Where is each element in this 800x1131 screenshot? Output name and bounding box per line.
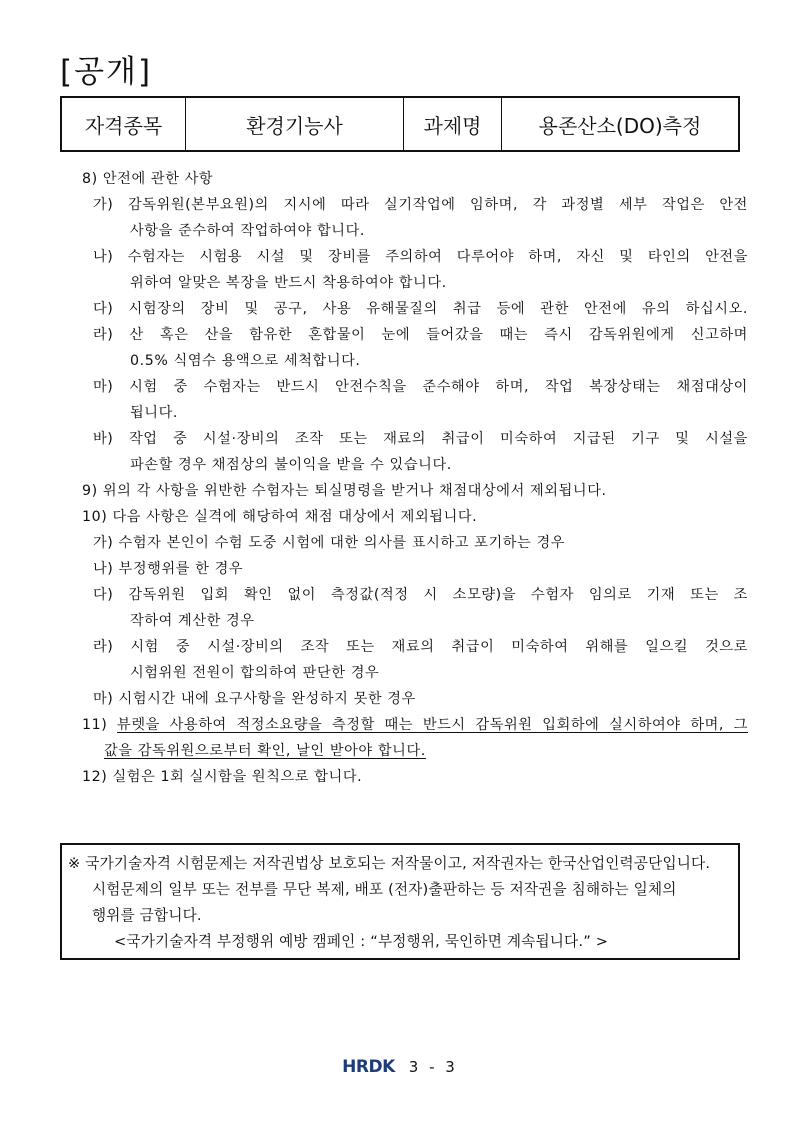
page-number: 3 - 3 bbox=[408, 1058, 458, 1076]
notice-line: 시험문제의 일부 또는 전부를 무단 복제, 배포 (전자)출판하는 등 저작권을 침해하는 일체의 bbox=[92, 881, 677, 898]
instruction-line: 나) 수험자는 시험용 시설 및 장비를 주의하여 다루어야 하며, 자신 및 타인의 안전을 bbox=[93, 249, 748, 265]
instruction-line: 작하여 계산한 경우 bbox=[130, 613, 255, 629]
instruction-line: 마) 시험 중 수험자는 반드시 안전수칙을 준수해야 하며, 작업 복장상태는 채점대상이 bbox=[93, 379, 748, 395]
instruction-line bbox=[82, 712, 748, 738]
qualification-label: 자격종목 bbox=[62, 98, 186, 150]
instruction-line: 마) 시험시간 내에 요구사항을 완성하지 못한 경우 bbox=[93, 691, 416, 707]
qualification-value: 환경기능사 bbox=[186, 98, 404, 150]
instruction-line: 시험위원 전원이 합의하여 판단한 경우 bbox=[130, 665, 380, 681]
notice-line: ※ 국가기술자격 시험문제는 저작권법상 보호되는 저작물이고, 저작권자는 한국산업인력공단입니다. bbox=[68, 855, 711, 872]
page-footer bbox=[0, 1054, 800, 1080]
exam-header-table bbox=[60, 96, 740, 152]
instruction-line: 가) 감독위원(본부요원)의 지시에 따라 실기작업에 임하며, 각 과정별 세부 작업은 안전 bbox=[93, 197, 748, 213]
campaign-line: <국가기술자격 부정행위 예방 캠페인 : “부정행위, 묵인하면 계속됩니다.” > bbox=[114, 933, 609, 950]
instruction-line: 위하여 알맞은 복장을 반드시 착용하여야 합니다. bbox=[130, 275, 447, 291]
instruction-line: 12) 실험은 1회 실시함을 원칙으로 합니다. bbox=[82, 769, 363, 785]
instructions-body bbox=[82, 166, 748, 790]
copyright-notice bbox=[60, 843, 740, 960]
instruction-line: 나) 부정행위를 한 경우 bbox=[93, 561, 244, 577]
instruction-line: 다) 시험장의 장비 및 공구, 사용 유해물질의 취급 등에 관한 안전에 유의 하십시오. bbox=[93, 301, 748, 317]
instruction-line: 다) 감독위원 입회 확인 없이 측정값(적정 시 소모량)을 수험자 임의로 기재 또는 조 bbox=[93, 587, 748, 603]
task-value: 용존산소(DO)측정 bbox=[538, 113, 702, 138]
instruction-line: 바) 작업 중 시설·장비의 조작 또는 재료의 취급이 미숙하여 지급된 기구 및 시설을 bbox=[93, 431, 748, 447]
instruction-line: 라) 산 혹은 산을 함유한 혼합물이 눈에 들어갔을 때는 즉시 감독위원에게 신고하며 bbox=[93, 327, 748, 343]
instruction-line: 라) 시험 중 시설·장비의 조작 또는 재료의 취급이 미숙하여 위해를 일으킬 것으로 bbox=[93, 639, 748, 655]
line-prefix: 11) bbox=[82, 717, 118, 733]
instruction-line: 파손할 경우 채점상의 불이익을 받을 수 있습니다. bbox=[130, 457, 452, 473]
instruction-line: 9) 위의 각 사항을 위반한 수험자는 퇴실명령을 받거나 채점대상에서 제외됩니다. bbox=[82, 483, 607, 499]
hrdk-logo: HRDK bbox=[342, 1057, 395, 1077]
instruction-line: 사항을 준수하여 작업하여야 합니다. bbox=[130, 223, 366, 239]
underlined-text: 뷰렛을 사용하여 적정소요량을 측정할 때는 반드시 감독위원 입회하에 실시하여야 하며, 그 bbox=[117, 717, 749, 733]
instruction-line: 가) 수험자 본인이 수험 도중 시험에 대한 의사를 표시하고 포기하는 경우 bbox=[93, 535, 566, 551]
instruction-line: 됩니다. bbox=[130, 405, 179, 421]
notice-line: 행위를 금합니다. bbox=[92, 907, 202, 924]
instruction-line bbox=[82, 738, 748, 764]
instruction-line: 10) 다음 사항은 실격에 해당하여 채점 대상에서 제외됩니다. bbox=[82, 509, 478, 525]
disclosure-label: [공개] bbox=[60, 54, 153, 90]
instruction-line: 0.5% 식염수 용액으로 세척합니다. bbox=[130, 353, 361, 369]
task-label: 과제명 bbox=[404, 98, 502, 150]
instruction-line: 8) 안전에 관한 사항 bbox=[82, 171, 214, 187]
underlined-text: 값을 감독위원으로부터 확인, 날인 받아야 합니다. bbox=[104, 743, 426, 759]
